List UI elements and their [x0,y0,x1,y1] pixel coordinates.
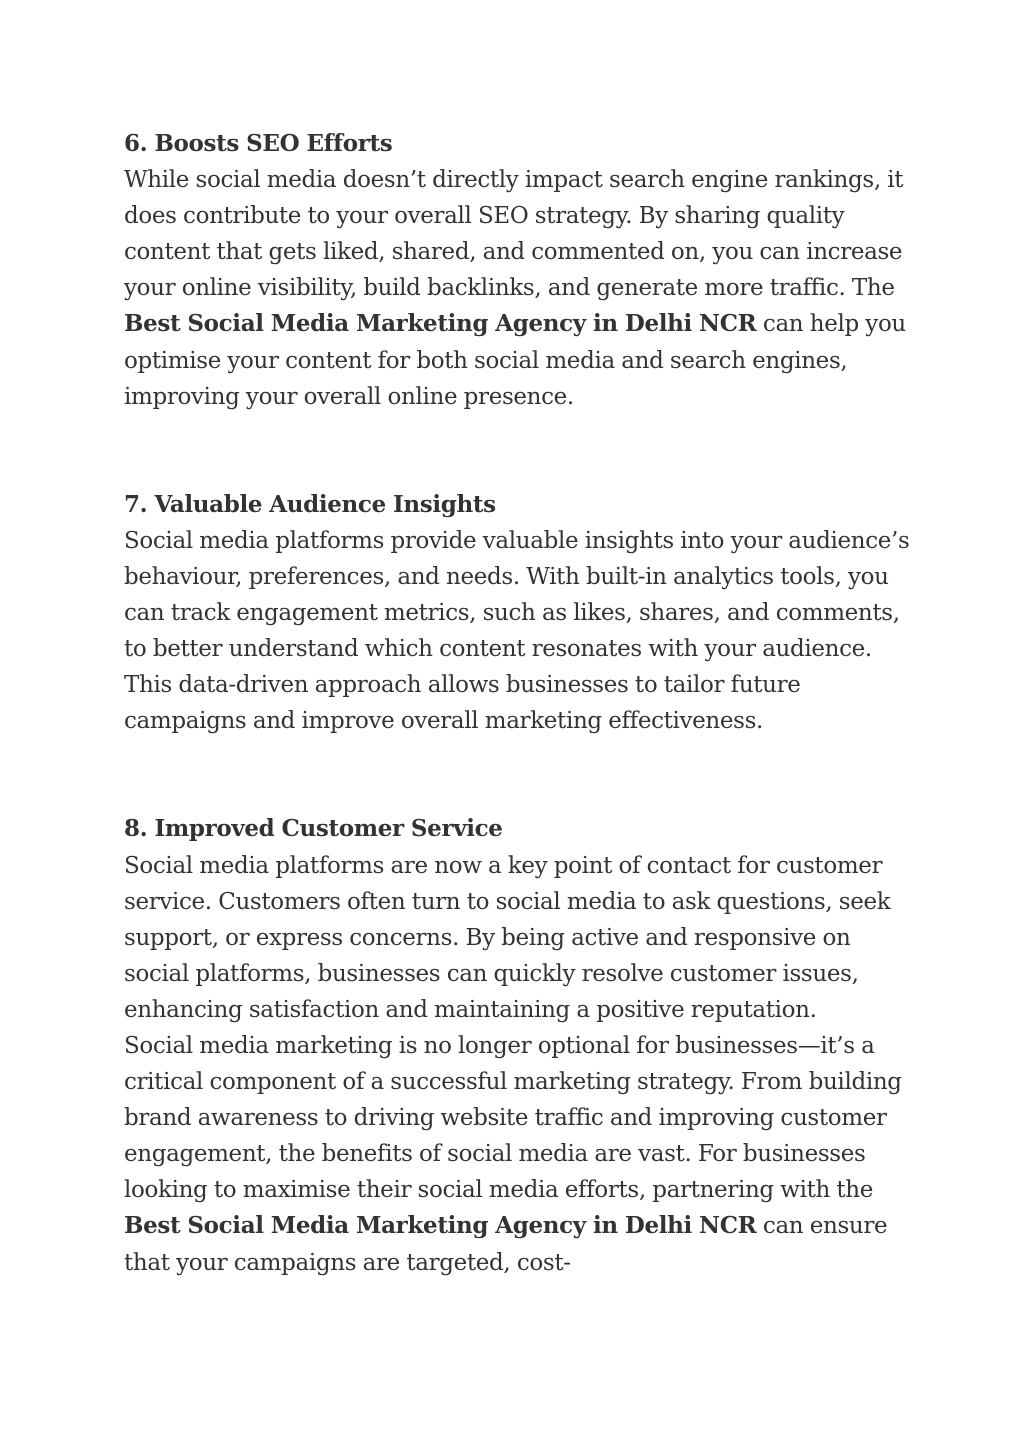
paragraph-text: Social media marketing is no longer optional for businesses—it’s a critical component of a successful marketing strategy. From building brand awareness to driving website traffic and improving customer engagement, the benefits of social media are vast. For businesses looking to maximise their social media efforts, partnering with the [124,1032,902,1204]
conclusion-paragraph [124,1028,914,1281]
section-paragraph: Social media platforms provide valuable insights into your audience’s behaviour, preferences, and needs. With built-in analytics tools, you can track engagement metrics, such as likes, shares, and comments, to better understand which content resonates with your audience. This data-driven approach allows businesses to tailor future campaigns and improve overall marketing effectiveness. [124,527,910,735]
paragraph-text: can ensure that your campaigns are targeted, cost- [124,1213,888,1276]
section-customer-service [124,811,914,1280]
section-heading: 7. Valuable Audience Insights [124,490,496,518]
section-heading: 6. Boosts SEO Efforts [124,130,393,157]
agency-name-highlight: Best Social Media Marketing Agency in Delhi NCR [124,1212,757,1240]
section-heading: 8. Improved Customer Service [124,815,503,843]
paragraph-text: While social media doesn’t directly impact search engine rankings, it does contribute to your overall SEO strategy. By sharing quality content that gets liked, shared, and commented on, you can increase your online visibility, build backlinks, and generate more traffic. The [124,167,904,302]
document-page [124,126,914,1281]
section-paragraph: Social media platforms are now a key point of contact for customer service. Customers often turn to social media to ask questions, seek support, or express concerns. By being active and responsive on social platforms, businesses can quickly resolve customer issues, enhancing satisfaction and maintaining a positive reputation. [124,852,891,1023]
section-boosts-seo [124,126,914,415]
section-audience-insights [124,487,914,740]
paragraph-text: can help you optimise your content for both social media and search engines, improving your overall online presence. [124,311,906,410]
section-paragraph [124,162,914,415]
agency-name-highlight: Best Social Media Marketing Agency in Delhi NCR [124,310,757,338]
